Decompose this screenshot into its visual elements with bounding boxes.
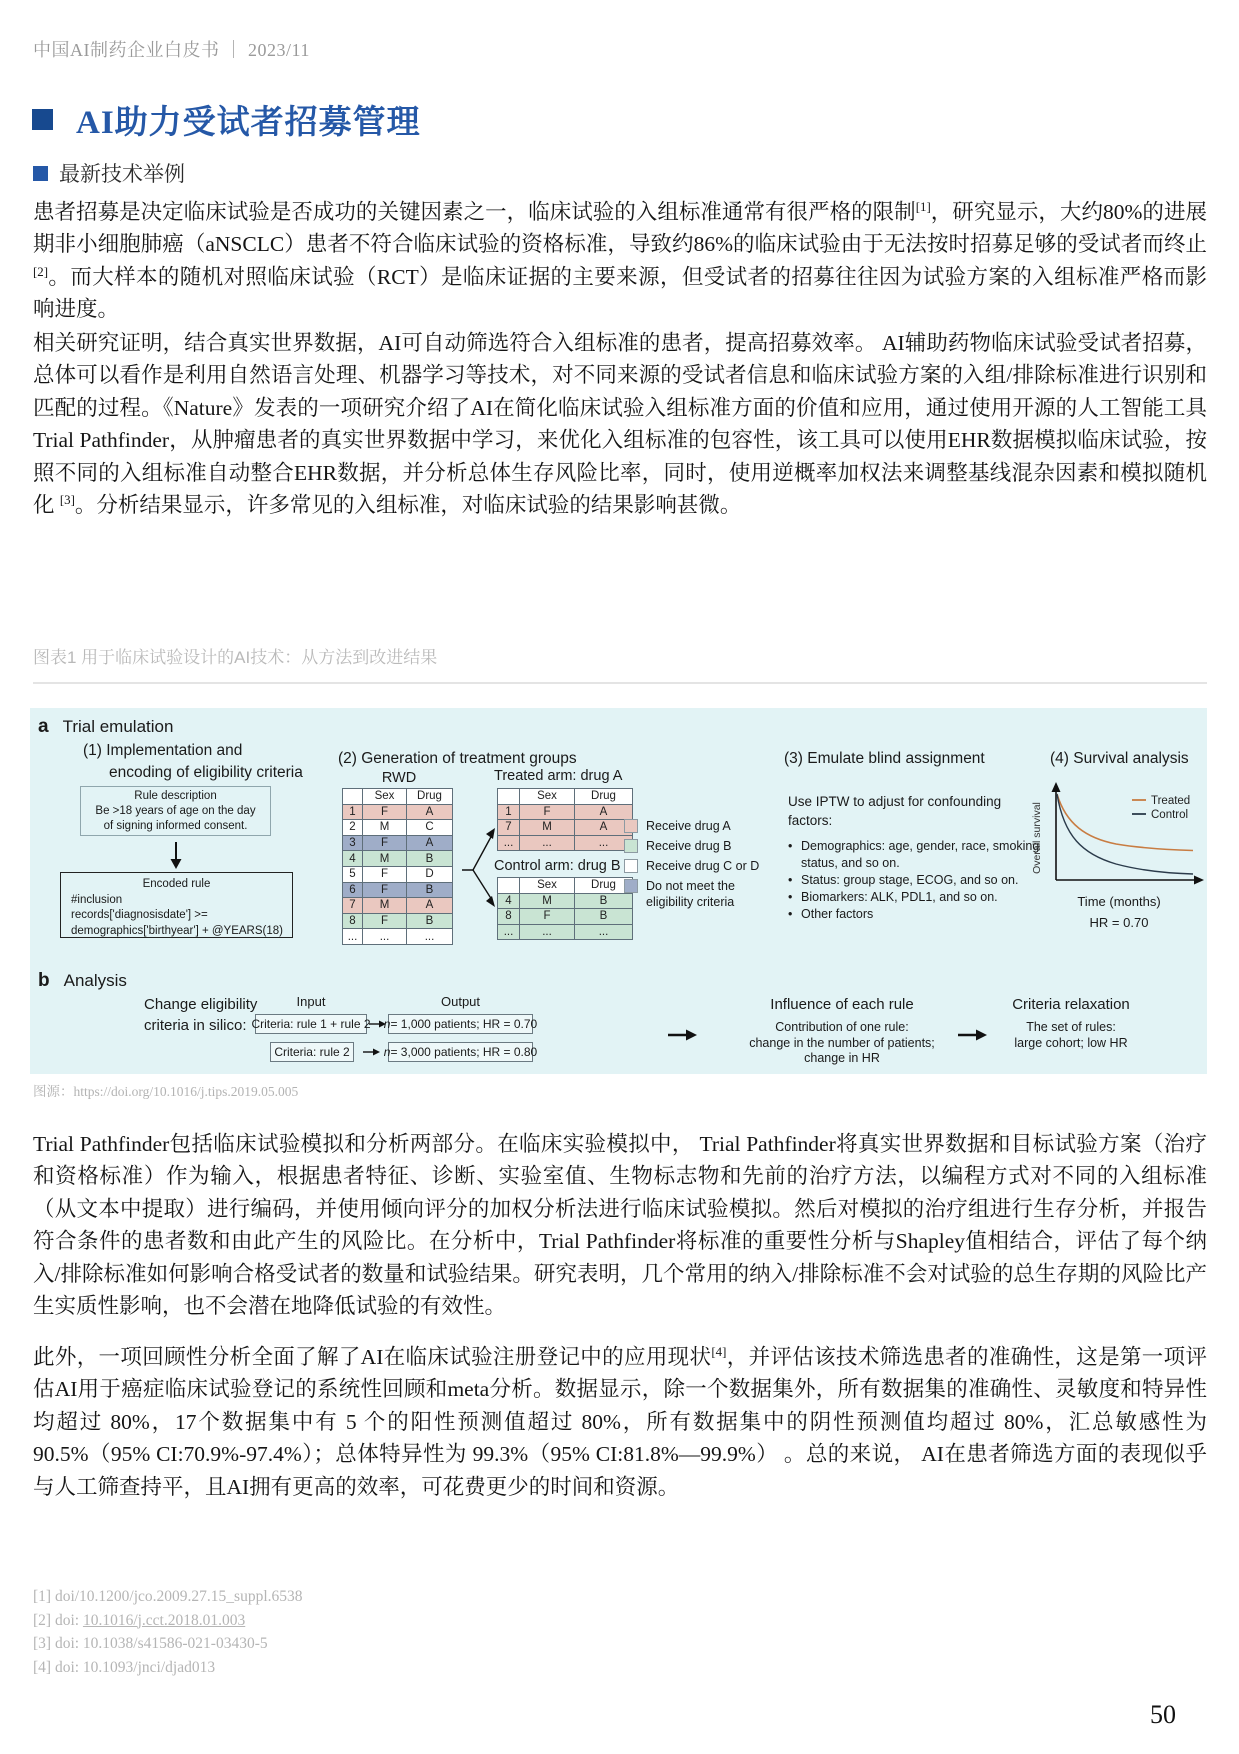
table-header-cell: Drug (407, 789, 453, 805)
step1-title (83, 740, 303, 784)
table-row (343, 835, 453, 851)
table-cell: 4 (498, 893, 520, 909)
table-cell: 6 (343, 882, 363, 898)
table-cell: ... (363, 929, 407, 945)
panel-b-label (38, 970, 127, 992)
text-segment: ，并评估该技术筛选患者的准确性，这是第一项评估AI用于癌症临床试验登记的系统性回顾和meta分析。数据显示，除一个数据集外，所有数据集的准确性、灵敏度和特异性均超过 80%，17个数据集中有 5 个的阳性预测值超过 80%，所有数据集中的阴性预测值均超过 80%，汇总敏感性为 90.5%（95% CI:70.9%-97.4%）；总体特异性为 99.3%（95% CI:81.8%—99.9%） 。总的来说， AI在患者筛选方面的表现似乎与人工筛查持平，且AI拥有更高的效率，可花费更少的时间和资源。 (33, 1345, 1207, 1499)
legend-swatch-icon (624, 839, 638, 853)
rule-box-line: of signing informed consent. (103, 819, 248, 832)
text-segment: 。分析结果显示，许多常见的入组标准，对临床试验的结果影响甚微。 (74, 493, 742, 518)
footnote-1 (33, 1585, 303, 1609)
treated-arm-label: Treated arm: drug A (494, 768, 623, 784)
step2-title: (2) Generation of treatment groups (338, 750, 577, 767)
body-paragraph-2 (33, 327, 1207, 521)
table-cell: F (363, 804, 407, 820)
table-cell: F (363, 913, 407, 929)
body-paragraph-1 (33, 196, 1207, 326)
text-segment: ，研究显示，大约80%的进展期非小细胞肺癌（aNSCLC）患者不符合临床试验的资格标准，导致约86%的临床试验由于无法按时招募足够的受试者而终止 (33, 200, 1207, 257)
table-cell: 8 (498, 909, 520, 925)
influence-line: Contribution of one rule: (775, 1020, 909, 1034)
title-bullet-icon (32, 109, 53, 130)
text-segment: 。而大样本的随机对照临床试验（RCT）是临床证据的主要来源，但受试者的招募往往因为试验方案的入组标准严格而影响进度。 (33, 264, 1207, 322)
text-segment: 此外，一项回顾性分析全面了解了AI在临床试验注册登记中的应用现状 (33, 1345, 712, 1369)
table-cell: A (575, 820, 633, 836)
text-segment: 相关研究证明，结合真实世界数据，AI可自动筛选符合入组标准的患者，提高招募效率。 AI辅助药物临床试验受试者招募，总体可以看作是利用自然语言处理、机器学习等技术，对不同来源的受试者信息和临床试验方案的入组/排除标准进行识别和匹配的过程。《Nature》发表的一项研究介绍了AI在简化临床试验入组标准方面的价值和应用，通过使用开源的人工智能工具Trial Pathfinder，从肿瘤患者的真实世界数据中学习，来优化入组标准的包容性，该工具可以使用EHR数据模拟临床试验，按照不同的入组标准自动整合EHR数据，并分析总体生存风险比率，同时，使用逆概率加权法来调整基线混杂因素和模拟随机化 (33, 331, 1207, 518)
legend-swatch-icon (624, 879, 638, 893)
footnote-2 (33, 1609, 303, 1633)
output-column-label: Output (440, 994, 481, 1009)
table-cell: B (407, 882, 453, 898)
table-cell: 8 (343, 913, 363, 929)
figure-source (33, 1080, 298, 1100)
legend-label: Do not meet the eligibility criteria (646, 879, 735, 909)
table-cell: M (363, 820, 407, 836)
rule-box-line: Be >18 years of age on the day (95, 804, 256, 817)
figure-caption: 图表1 用于临床试验设计的AI技术：从方法到改进结果 (33, 648, 438, 667)
table-row (343, 929, 453, 945)
table-row (343, 882, 453, 898)
table-cell: A (575, 804, 633, 820)
table-cell: ... (520, 924, 575, 940)
change-criteria-line1: Change eligibility (144, 996, 258, 1013)
subtitle-bullet-icon (33, 166, 48, 181)
table-cell: A (407, 898, 453, 914)
survival-chart (1030, 780, 1208, 892)
table-row (498, 835, 633, 851)
footnote-text: [1] doi/10.1200/jco.2009.27.15_suppl.6538 (33, 1588, 303, 1605)
input-box-rule2: Criteria: rule 2 (270, 1042, 354, 1062)
table-cell: B (575, 893, 633, 909)
output-box-2 (383, 1042, 538, 1062)
control-arm-label: Control arm: drug B (494, 858, 621, 874)
table-cell: F (363, 866, 407, 882)
figure-table (497, 788, 633, 851)
output-text-2: = 3,000 patients; HR = 0.80 (390, 1045, 538, 1059)
footnotes (33, 1585, 303, 1679)
panel-a-label (38, 716, 173, 738)
footnote-3 (33, 1632, 303, 1656)
confounding-factors-list (788, 838, 1060, 923)
table-cell: M (520, 820, 575, 836)
table-cell: M (363, 851, 407, 867)
rwd-label: RWD (381, 770, 417, 786)
table-header-cell (498, 878, 520, 894)
step4-title: (4) Survival analysis (1050, 750, 1189, 767)
encoded-rule-line: demographics['birthyear'] + @YEARS(18) (71, 924, 283, 937)
table-cell: A (407, 804, 453, 820)
table-cell: F (363, 882, 407, 898)
table-cell: D (407, 866, 453, 882)
down-arrow-icon (168, 842, 184, 870)
change-criteria-line2: criteria in silico: (144, 1017, 247, 1034)
body-paragraph-4 (33, 1341, 1207, 1503)
table-cell: ... (498, 835, 520, 851)
encoded-rule-line: #inclusion (71, 893, 123, 906)
table-row (343, 804, 453, 820)
encoded-rule-title: Encoded rule (142, 878, 211, 890)
big-right-arrow-icon (668, 1026, 698, 1044)
figure-panel (30, 708, 1207, 1074)
table-cell: F (363, 835, 407, 851)
table-cell: A (407, 835, 453, 851)
table-cell: 1 (498, 804, 520, 820)
treated-legend-label: Treated (1151, 795, 1191, 807)
output-box-1 (383, 1014, 538, 1034)
rwd-table (342, 788, 453, 945)
relaxation-line: large cohort; low HR (1014, 1035, 1128, 1050)
output-text-1: = 1,000 patients; HR = 0.70 (390, 1017, 538, 1031)
big-right-arrow-icon (958, 1026, 988, 1044)
influence-description (710, 1020, 974, 1067)
input-column-label: Input (296, 994, 326, 1009)
table-header-cell: Drug (575, 789, 633, 805)
legend-label: Receive drug A (646, 819, 731, 833)
footnote-text: [3] doi: 10.1038/s41586-021-03430-5 (33, 1635, 268, 1652)
table-cell: M (520, 893, 575, 909)
table-header-cell (498, 789, 520, 805)
legend-item (624, 838, 778, 854)
table-cell: 3 (343, 835, 363, 851)
table-row (343, 913, 453, 929)
table-cell: 4 (343, 851, 363, 867)
table-cell: ... (407, 929, 453, 945)
table-cell: ... (575, 924, 633, 940)
table-row (343, 851, 453, 867)
figure-table (342, 788, 453, 945)
step3-title: (3) Emulate blind assignment (784, 750, 985, 767)
table-header-cell: Sex (363, 789, 407, 805)
table-cell: ... (498, 924, 520, 940)
hazard-ratio-value: HR = 0.70 (1089, 915, 1149, 930)
rule-description-box (80, 786, 271, 836)
encoded-rule-box (60, 872, 293, 938)
change-criteria-label (144, 994, 257, 1036)
page-header: 中国AI制药企业白皮书 ｜ 2023/11 (33, 40, 310, 60)
encoded-rule-line: records['diagnosisdate'] >= (71, 909, 208, 921)
table-header-cell: Sex (520, 878, 575, 894)
text-segment: Trial Pathfinder包括临床试验模拟和分析两部分。在临床实验模拟中， Trial Pathfinder将真实世界数据和目标试验方案（治疗和资格标准）作为输入，根据患者特征、诊断、实验室值、生物标志物和先前的治疗方法，以编程方式对不同的入组标准（从文本中提取）进行编码，并使用倾向评分的加权分析法进行临床试验模拟。然后对模拟的治疗组进行生存分析，并报告符合条件的患者数和由此产生的风险比。在分析中，Trial Pathfinder将标准的重要性分析与Shapley值相结合，评估了每个纳入/排除标准如何影响合格受试者的数量和试验结果。研究表明，几个常用的纳入/排除标准不会对试验的总生存期的风险比产生实质性影响，也不会潜在地降低试验的有效性。 (33, 1132, 1207, 1319)
panel-a-title: Trial emulation (62, 717, 174, 736)
table-row (498, 804, 633, 820)
legend-swatch-icon (624, 859, 638, 873)
list-item: • Status: group stage, ECOG, and so on. (788, 872, 1060, 889)
influence-line: change in the number of patients; (749, 1035, 935, 1050)
italic-n: n (383, 1045, 391, 1059)
influence-line: change in HR (804, 1051, 880, 1065)
treatment-legend (624, 818, 778, 914)
relaxation-description (985, 1020, 1157, 1051)
italic-n: n (383, 1017, 391, 1031)
legend-item (624, 878, 778, 910)
list-item: • Other factors (788, 906, 1060, 923)
legend-label: Receive drug B (646, 839, 732, 853)
table-cell: C (407, 820, 453, 836)
control-legend-label: Control (1151, 809, 1189, 821)
table-cell: M (363, 898, 407, 914)
figure-source-prefix: 图源： (33, 1084, 74, 1099)
figure-table (497, 877, 633, 940)
page-number: 50 (1150, 1700, 1176, 1729)
table-row (498, 820, 633, 836)
subsection-title: 最新技术举例 (59, 163, 185, 186)
influence-title: Influence of each rule (770, 996, 914, 1013)
relaxation-line: The set of rules: (1026, 1020, 1116, 1034)
table-cell: 2 (343, 820, 363, 836)
table-header-cell: Drug (575, 878, 633, 894)
table-cell: F (520, 909, 575, 925)
chart-x-axis-label: Time (months) (1077, 894, 1161, 909)
table-row (343, 820, 453, 836)
footnote-ref: [3] (59, 492, 75, 507)
chart-y-axis-label: Overall survival (1031, 802, 1043, 874)
table-cell: 7 (498, 820, 520, 836)
footnote-4 (33, 1656, 303, 1680)
table-header-cell (343, 789, 363, 805)
table-row (343, 866, 453, 882)
table-cell: ... (575, 835, 633, 851)
table-row (498, 924, 633, 940)
relaxation-title: Criteria relaxation (1012, 996, 1130, 1013)
footnote-ref: [2] (33, 264, 49, 279)
subsection-title-row (33, 158, 185, 188)
iptw-text: Use IPTW to adjust for confounding factors: (788, 794, 1002, 828)
input-box-rule1-rule2: Criteria: rule 1 + rule 2 (255, 1014, 367, 1034)
section-title-row (32, 96, 421, 143)
panel-b-letter: b (38, 970, 50, 991)
footnote-text: [2] doi: (33, 1611, 83, 1629)
table-header-cell: Sex (520, 789, 575, 805)
footnote-text: [4] doi: 10.1093/jnci/djad013 (33, 1658, 216, 1676)
legend-swatch-icon (624, 819, 638, 833)
treated-arm-table (497, 788, 633, 851)
panel-a-letter: a (38, 716, 49, 737)
table-row (498, 909, 633, 925)
table-cell: ... (520, 835, 575, 851)
table-cell: ... (343, 929, 363, 945)
figure-source-link[interactable]: https://doi.org/10.1016/j.tips.2019.05.005 (73, 1084, 299, 1099)
page-title: AI助力受试者招募管理 (76, 105, 421, 141)
right-arrow-icon (363, 1047, 381, 1057)
table-row (343, 898, 453, 914)
legend-item (624, 858, 778, 874)
rule-box-line: Rule description (134, 789, 217, 802)
footnote-ref: [1] (915, 199, 931, 214)
panel-b-title: Analysis (63, 971, 127, 990)
footnote-link[interactable]: 10.1016/j.cct.2018.01.003 (82, 1611, 246, 1629)
legend-item (624, 818, 778, 834)
table-cell: F (520, 804, 575, 820)
text-segment: 患者招募是决定临床试验是否成功的关键因素之一，临床试验的入组标准通常有很严格的限制 (33, 200, 916, 224)
control-arm-table (497, 877, 633, 940)
table-cell: B (575, 909, 633, 925)
table-cell: 1 (343, 804, 363, 820)
table-cell: B (407, 913, 453, 929)
table-cell: B (407, 851, 453, 867)
table-cell: 5 (343, 866, 363, 882)
body-paragraph-3 (33, 1128, 1207, 1322)
table-row (498, 893, 633, 909)
legend-label: Receive drug C or D (646, 859, 760, 873)
footnote-ref: [4] (711, 1344, 727, 1359)
table-cell: 7 (343, 898, 363, 914)
figure-divider (33, 682, 1207, 684)
step1-title-line1: (1) Implementation and (83, 742, 243, 759)
step1-title-line2: encoding of eligibility criteria (109, 764, 303, 781)
list-item: • Demographics: age, gender, race, smoking status, and so on. (788, 838, 1060, 872)
list-item: • Biomarkers: ALK, PDL1, and so on. (788, 889, 1060, 906)
